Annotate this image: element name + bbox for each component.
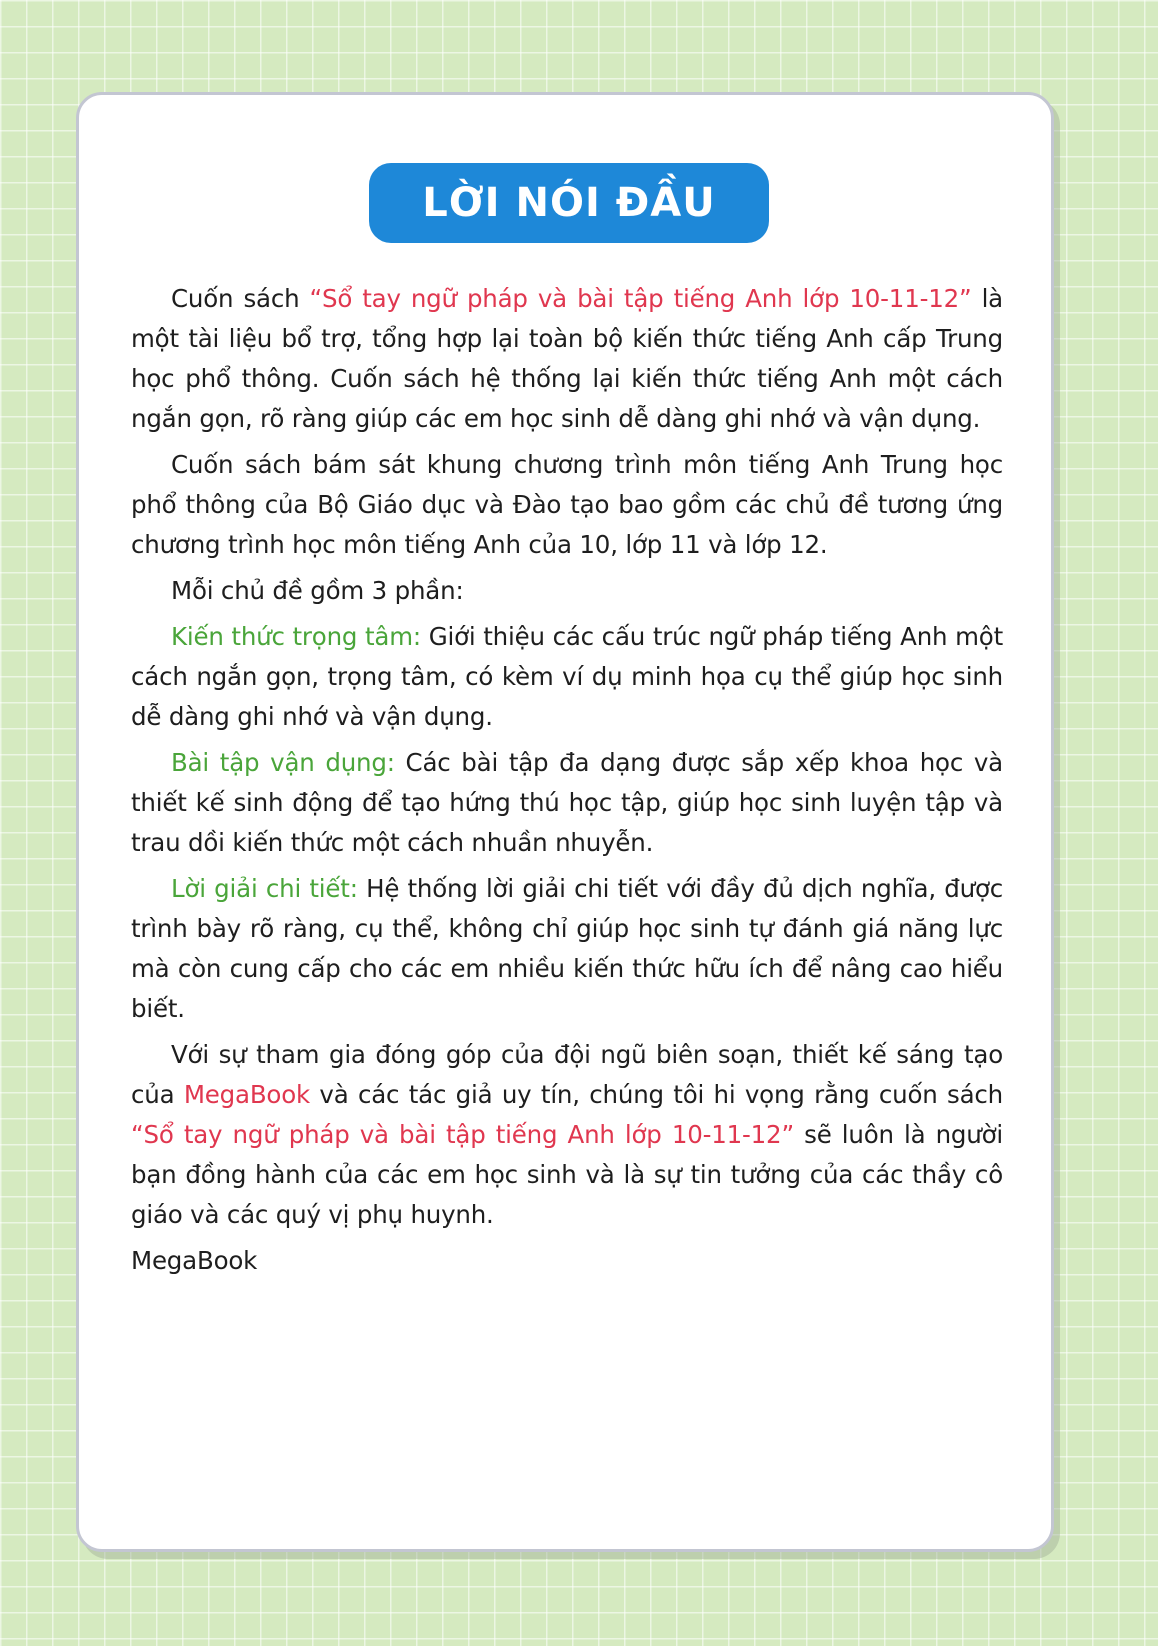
exercises-text: Các bài tập đa dạng được sắp xếp khoa học và thiết kế sinh động để tạo hứng thú học tập, giúp học sinh luyện tập và trau dồi kiến thức một cách nhuần nhuyễn. <box>131 748 1003 857</box>
preface-body <box>131 279 1003 1287</box>
key-knowledge-label: Kiến thức trọng tâm: <box>171 622 421 651</box>
intro-text-start: Cuốn sách <box>171 284 310 313</box>
key-knowledge-text: Giới thiệu các cấu trúc ngữ pháp tiếng Anh một cách ngắn gọn, trọng tâm, có kèm ví dụ minh họa cụ thể giúp học sinh dễ dàng ghi nhớ và vận dụng. <box>131 622 1003 731</box>
paragraph-solutions <box>131 869 1003 1029</box>
closing-text-end: sẽ luôn là người bạn đồng hành của các em học sinh và là sự tin tưởng của các thầy cô giáo và các quý vị phụ huynh. <box>131 1120 1004 1229</box>
book-title-highlight: “Sổ tay ngữ pháp và bài tập tiếng Anh lớp 10-11-12” <box>131 1120 794 1149</box>
closing-text-middle: và các tác giả uy tín, chúng tôi hi vọng rằng cuốn sách <box>310 1080 1003 1109</box>
solutions-text: Hệ thống lời giải chi tiết với đầy đủ dịch nghĩa, được trình bày rõ ràng, cụ thể, không chỉ giúp học sinh tự đánh giá năng lực mà còn cung cấp cho các em nhiều kiến thức hữu ích để nâng cao hiểu biết. <box>131 874 1003 1023</box>
paragraph-intro <box>131 279 1003 439</box>
paragraph-curriculum: Cuốn sách bám sát khung chương trình môn tiếng Anh Trung học phổ thông của Bộ Giáo dục và Đào tạo bao gồm các chủ đề tương ứng chương trình học môn tiếng Anh của 10, lớp 11 và lớp 12. <box>131 450 1003 559</box>
page-title: LỜI NÓI ĐẦU <box>422 180 716 226</box>
title-banner <box>369 163 769 243</box>
intro-text-end: là một tài liệu bổ trợ, tổng hợp lại toàn bộ kiến thức tiếng Anh cấp Trung học phổ thông. Cuốn sách hệ thống lại kiến thức tiếng Anh một cách ngắn gọn, rõ ràng giúp các em học sinh dễ dàng ghi nhớ và vận dụng. <box>131 284 1003 433</box>
book-title-highlight: “Sổ tay ngữ pháp và bài tập tiếng Anh lớp 10-11-12” <box>309 284 972 313</box>
brand-highlight: MegaBook <box>183 1080 310 1109</box>
solutions-label: Lời giải chi tiết: <box>171 874 358 903</box>
paragraph-sections-intro: Mỗi chủ đề gồm 3 phần: <box>171 576 464 605</box>
preface-card <box>76 92 1054 1552</box>
paragraph-exercises <box>131 743 1003 863</box>
exercises-label: Bài tập vận dụng: <box>171 748 395 777</box>
closing-text-start: Với sự tham gia đóng góp của đội ngũ biên soạn, thiết kế sáng tạo của <box>131 1040 1003 1109</box>
paragraph-key-knowledge <box>131 617 1003 737</box>
signature: MegaBook <box>131 1246 258 1275</box>
paragraph-closing <box>131 1035 1003 1235</box>
